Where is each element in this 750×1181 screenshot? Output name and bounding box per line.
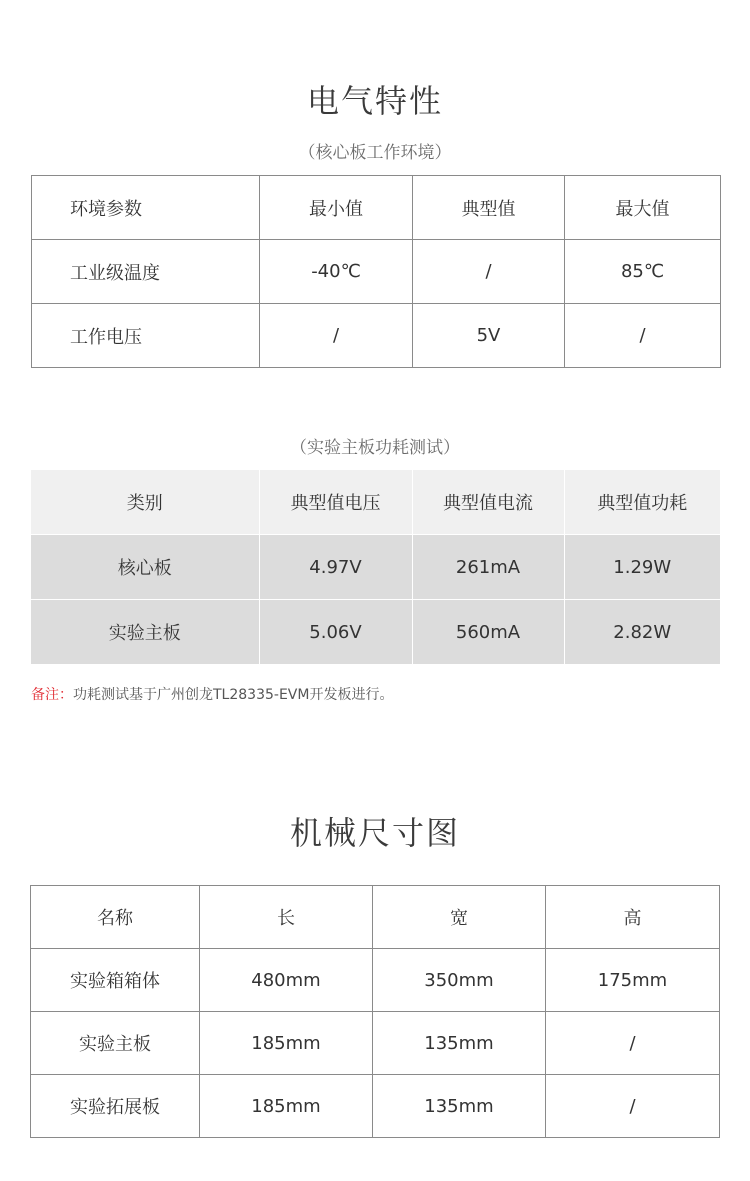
table-cell: / [565, 304, 721, 368]
table-cell: 实验主板 [31, 1012, 200, 1075]
table-header-row [31, 470, 720, 535]
table-cell: / [546, 1012, 720, 1075]
table-cell: 175mm [546, 949, 720, 1012]
header-cell: 长 [200, 886, 373, 949]
power-subtitle: （实验主板功耗测试） [290, 438, 460, 458]
mechanical-table [30, 885, 720, 1138]
table-cell: 5.06V [259, 600, 412, 665]
electrical-table [31, 175, 721, 368]
header-cell: 典型值电流 [412, 470, 564, 535]
table-row [32, 240, 721, 304]
table-row [31, 949, 720, 1012]
table-header-row [31, 886, 720, 949]
table-header-row [32, 176, 721, 240]
table-cell: 核心板 [31, 535, 259, 600]
table-cell: 工作电压 [32, 304, 260, 368]
table-row [31, 1012, 720, 1075]
table-cell: 85℃ [565, 240, 721, 304]
header-cell: 典型值电压 [259, 470, 412, 535]
table-cell: 560mA [412, 600, 564, 665]
table-row [31, 600, 720, 665]
table-cell: 261mA [412, 535, 564, 600]
table-row [31, 1075, 720, 1138]
table-cell: 4.97V [259, 535, 412, 600]
table-cell: 实验主板 [31, 600, 259, 665]
header-cell: 宽 [373, 886, 546, 949]
footnote-text: 功耗测试基于广州创龙TL28335-EVM开发板进行。 [73, 687, 394, 703]
table-cell: 5V [413, 304, 565, 368]
table-cell: 工业级温度 [32, 240, 260, 304]
table-row [31, 535, 720, 600]
table-cell: 185mm [200, 1012, 373, 1075]
footnote-label: 备注： [31, 687, 73, 703]
footnote [31, 684, 393, 704]
table-cell: -40℃ [260, 240, 413, 304]
table-row [32, 304, 721, 368]
table-cell: 135mm [373, 1012, 546, 1075]
header-cell: 高 [546, 886, 720, 949]
header-cell: 典型值 [413, 176, 565, 240]
table-cell: 350mm [373, 949, 546, 1012]
table-cell: 135mm [373, 1075, 546, 1138]
electrical-title: 电气特性 [306, 82, 443, 120]
table-cell: / [260, 304, 413, 368]
header-cell: 名称 [31, 886, 200, 949]
table-cell: 2.82W [564, 600, 720, 665]
table-cell: 实验箱箱体 [31, 949, 200, 1012]
power-table [31, 470, 720, 664]
table-cell: / [413, 240, 565, 304]
electrical-subtitle: （核心板工作环境） [298, 143, 452, 163]
table-cell: 1.29W [564, 535, 720, 600]
header-cell: 类别 [31, 470, 259, 535]
table-cell: 实验拓展板 [31, 1075, 200, 1138]
header-cell: 环境参数 [32, 176, 260, 240]
table-cell: 480mm [200, 949, 373, 1012]
table-cell: / [546, 1075, 720, 1138]
table-cell: 185mm [200, 1075, 373, 1138]
header-cell: 最大值 [565, 176, 721, 240]
header-cell: 典型值功耗 [564, 470, 720, 535]
header-cell: 最小值 [260, 176, 413, 240]
mechanical-title: 机械尺寸图 [289, 814, 460, 852]
